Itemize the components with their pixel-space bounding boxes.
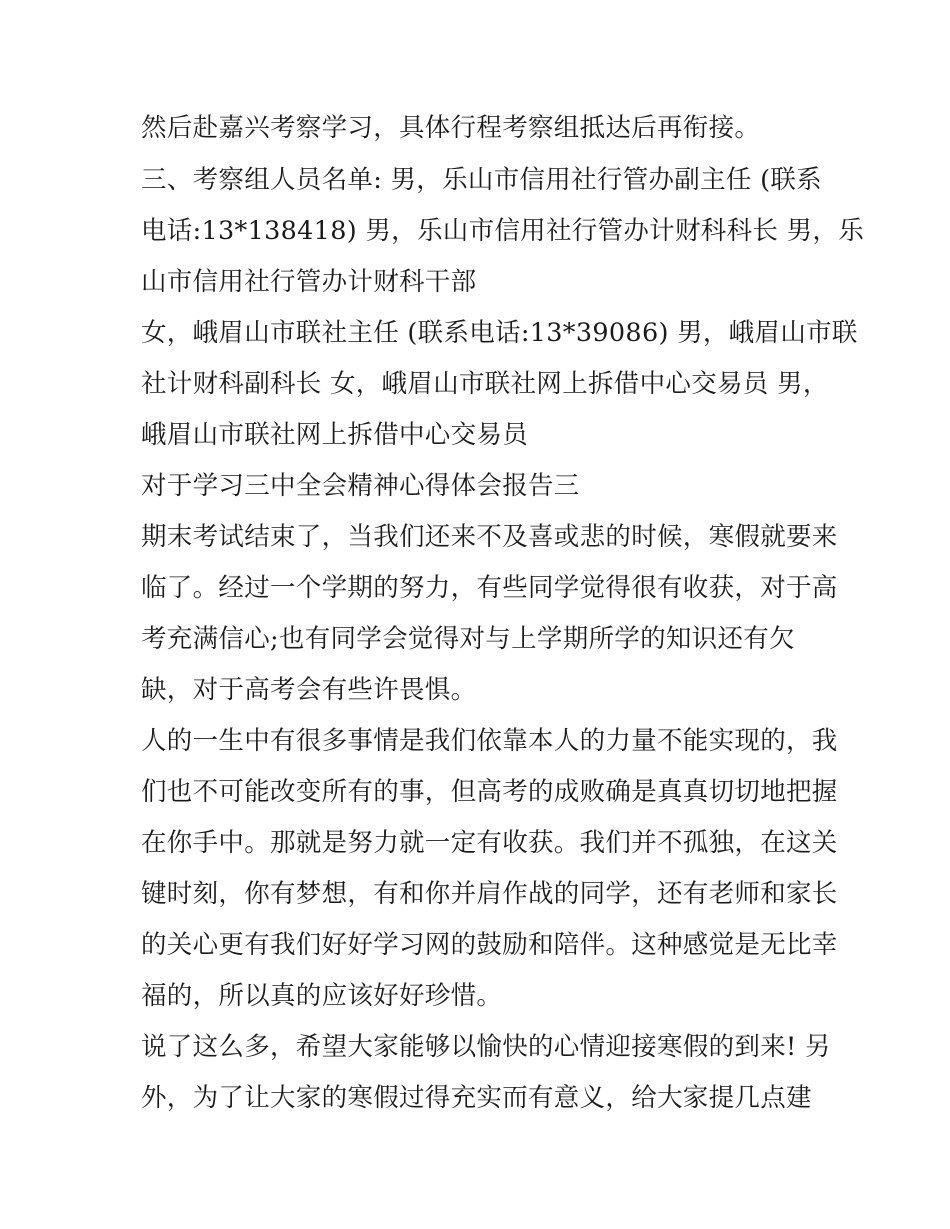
text-line: 峨眉山市联社网上拆借中心交易员 — [141, 420, 529, 450]
text-line: 人的一生中有很多事情是我们依靠本人的力量不能实现的，我 — [141, 726, 838, 756]
section-heading: 对于学习三中全会精神心得体会报告三 — [141, 471, 580, 501]
text-line: 在你手中。那就是努力就一定有收获。我们并不孤独，在这关 — [141, 828, 838, 858]
text-line: 临了。经过一个学期的努力，有些同学觉得很有收获，对于高 — [141, 573, 838, 603]
text-line: 期末考试结束了，当我们还来不及喜或悲的时候，寒假就要来 — [141, 522, 838, 552]
text-line: 三、考察组人员名单: 男，乐山市信用社行管办副主任 (联系 — [141, 165, 822, 195]
text-line: 然后赴嘉兴考察学习，具体行程考察组抵达后再衔接。 — [141, 113, 761, 143]
text-line: 考充满信心;也有同学会觉得对与上学期所学的知识还有欠 — [141, 624, 795, 654]
text-line: 说了这么多，希望大家能够以愉快的心情迎接寒假的到来! 另 — [141, 1032, 831, 1062]
text-line: 电话:13*138418) 男，乐山市信用社行管办计财科科长 男，乐 — [141, 216, 864, 246]
text-line: 山市信用社行管办计财科干部 — [141, 267, 477, 297]
text-line: 键时刻，你有梦想，有和你并肩作战的同学，还有老师和家长 — [141, 879, 838, 909]
text-line: 们也不可能改变所有的事，但高考的成败确是真真切切地把握 — [141, 777, 838, 807]
text-line: 女，峨眉山市联社主任 (联系电话:13*39086) 男，峨眉山市联 — [141, 318, 858, 348]
text-line: 福的，所以真的应该好好珍惜。 — [141, 981, 503, 1011]
text-line: 的关心更有我们好好学习网的鼓励和陪伴。这种感觉是无比幸 — [141, 930, 838, 960]
text-line: 社计财科副科长 女，峨眉山市联社网上拆借中心交易员 男， — [141, 369, 829, 399]
text-line: 缺，对于高考会有些许畏惧。 — [141, 675, 477, 705]
text-line: 外，为了让大家的寒假过得充实而有意义，给大家提几点建 — [141, 1083, 812, 1113]
